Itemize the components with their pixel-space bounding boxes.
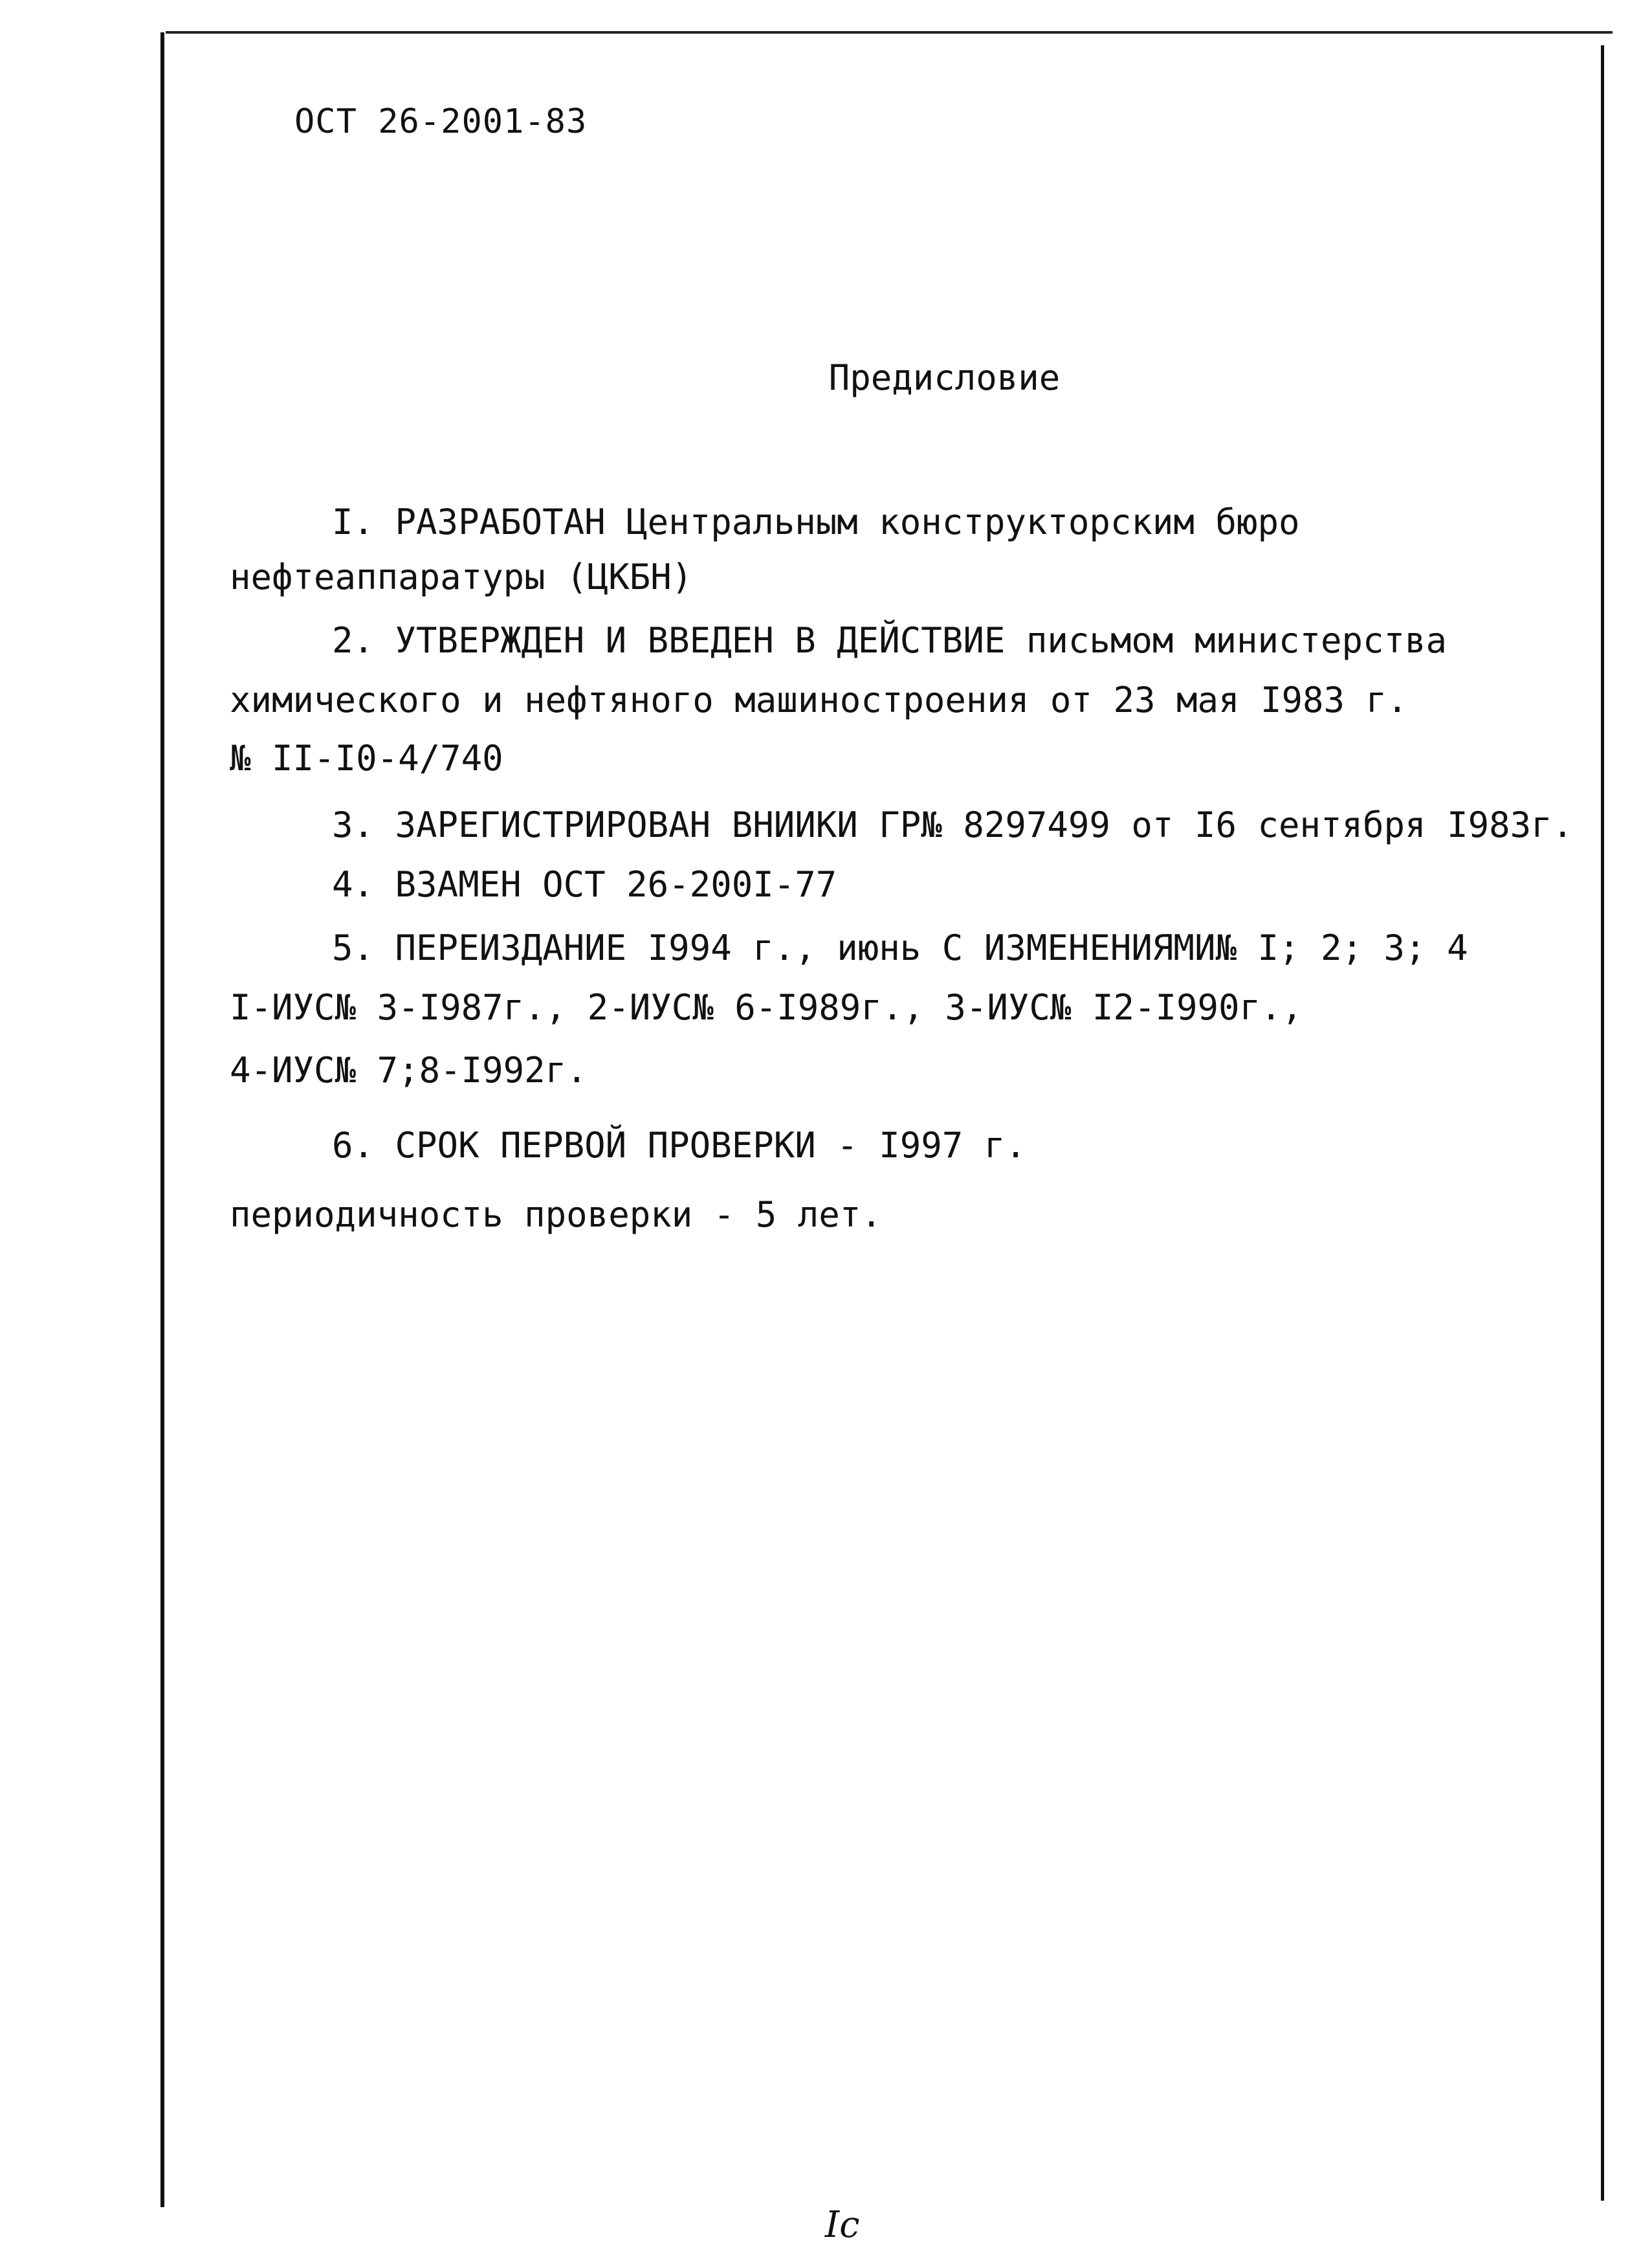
item-5-line-3: 4-ИУС№ 7;8-I992г. (230, 1050, 588, 1091)
item-6-line-2: периодичность проверки - 5 лет. (230, 1194, 882, 1235)
item-5-line-1: 5. ПЕРЕИЗДАНИЕ I994 г., июнь С ИЗМЕНЕНИЯМИ№ I; 2; 3; 4 (332, 928, 1468, 968)
section-title: Предисловие (828, 357, 1061, 398)
item-1-line-2: нефтеаппаратуры (ЦКБН) (230, 557, 693, 597)
item-1-line-1: I. РАЗРАБОТАН Центральным конструкторским бюро (332, 502, 1300, 542)
item-2-line-3: № II-I0-4/740 (230, 738, 503, 779)
item-6-line-1: 6. СРОК ПЕРВОЙ ПРОВЕРКИ - I997 г. (332, 1125, 1026, 1166)
item-3-line-1: 3. ЗАРЕГИСТРИРОВАН ВНИИКИ ГР№ 8297499 от I6 сентября I983г. (332, 805, 1574, 845)
item-4-line-1: 4. ВЗАМЕН ОСТ 26-200I-77 (332, 864, 837, 905)
item-2-line-1: 2. УТВЕРЖДЕН И ВВЕДЕН В ДЕЙСТВИЕ письмом министерства (332, 620, 1448, 661)
document-code: ОСТ 26-2001-83 (294, 102, 588, 141)
item-2-line-2: химического и нефтяного машиностроения от 23 мая I983 г. (230, 680, 1408, 720)
page-number: Ic (825, 2204, 860, 2246)
item-5-line-2: I-ИУС№ 3-I987г., 2-ИУС№ 6-I989г., 3-ИУС№ I2-I990г., (230, 987, 1303, 1028)
frame-top-border (166, 31, 1613, 34)
